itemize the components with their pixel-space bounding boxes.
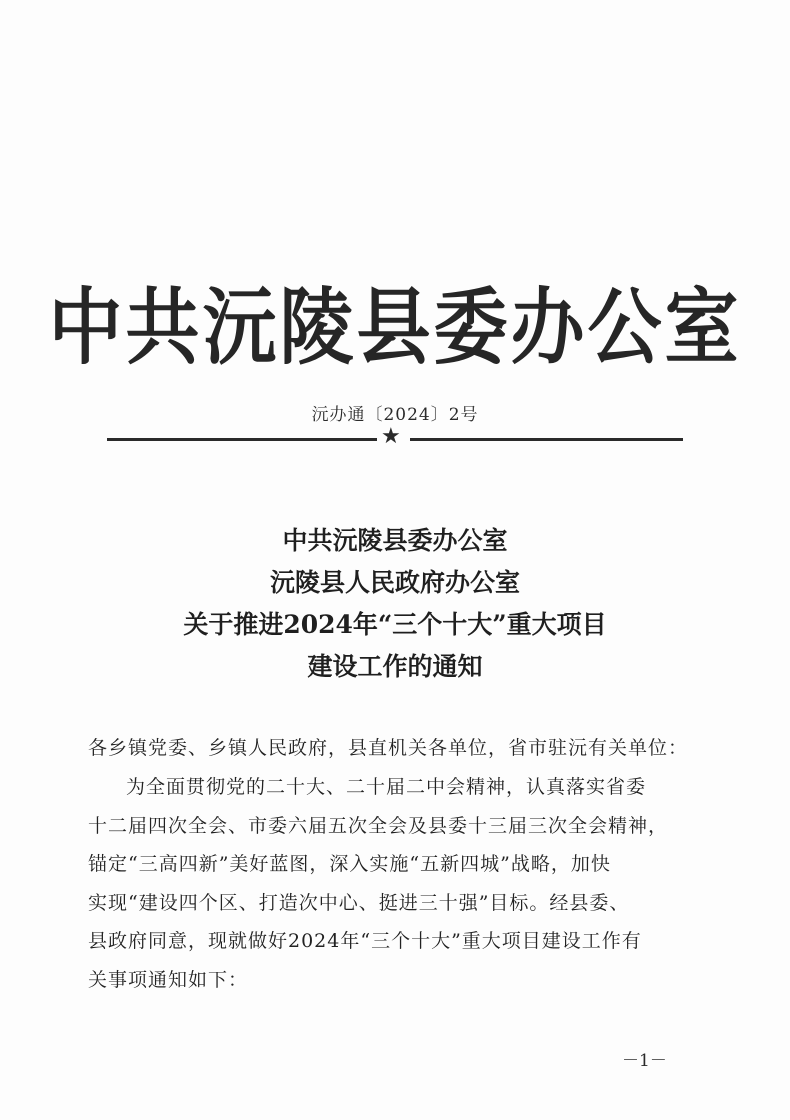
red-header-rule-right [410,438,683,441]
title-line: 沅陵县人民政府办公室 [269,568,520,597]
body-line: 县政府同意，现就做好2024年“三个十大”重大项目建设工作有 [88,930,642,952]
document-title [0,520,790,688]
body-paragraph [88,768,700,999]
title-line: 关于推进2024年“三个十大”重大项目 [183,610,607,639]
star-icon: ★ [381,424,401,449]
title-line: 中共沅陵县委办公室 [282,526,508,555]
red-header-rule-left [107,438,377,441]
document-number: 沅办通〔2024〕2号 [311,405,479,425]
body-line: 为全面贯彻党的二十大、二十届二中会精神，认真落实省委 [126,776,647,798]
body-line: 实现“建设四个区、打造次中心、挺进三十强”目标。经县委、 [88,891,630,914]
issuing-authority-masthead: 中共沅陵县委办公室 [48,279,742,377]
salutation: 各乡镇党委、乡镇人民政府，县直机关各单位，省市驻沅有关单位： [88,737,689,759]
body-line: 十二届四次全会、市委六届五次全会及县委十三届三次全会精神， [88,814,669,837]
body-line: 锚定“三高四新”美好蓝图，深入实施“五新四城”战略，加快 [88,853,611,875]
title-line: 建设工作的通知 [307,652,483,681]
body-line: 关事项通知如下： [88,968,249,991]
page-number: －1－ [622,1051,667,1071]
